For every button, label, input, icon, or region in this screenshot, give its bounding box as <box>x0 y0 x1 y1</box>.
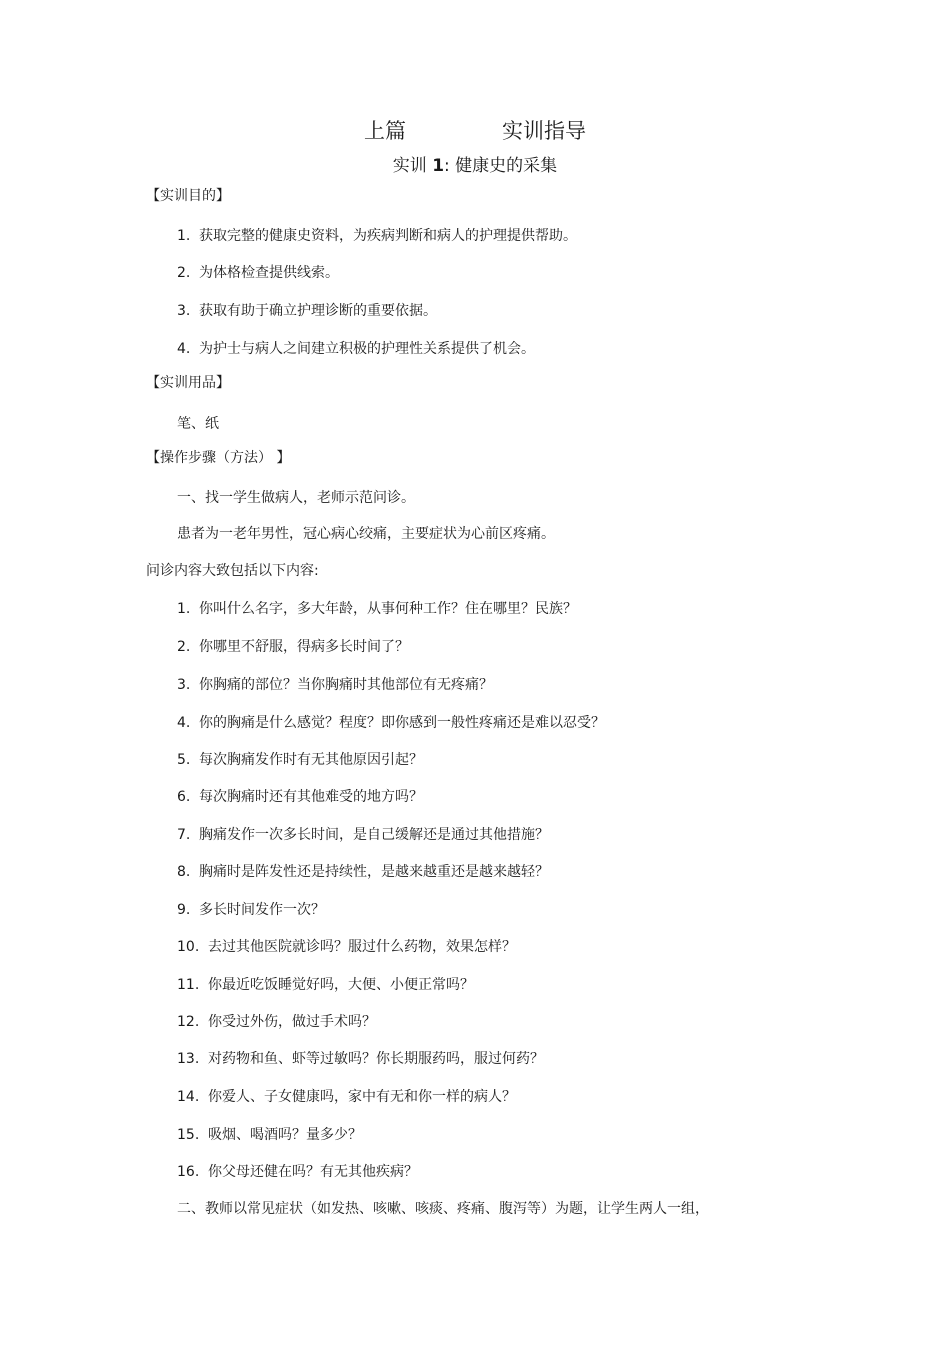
question-number: 4. <box>177 715 191 731</box>
question-item <box>177 788 423 806</box>
question-number: 10. <box>177 939 200 955</box>
question-item <box>177 1050 544 1068</box>
question-text: 胸痛发作一次多长时间，是自己缓解还是通过其他措施？ <box>199 827 549 843</box>
question-text: 你的胸痛是什么感觉？程度？即你感到一般性疼痛还是难以忍受？ <box>199 715 605 731</box>
question-text: 你父母还健在吗？有无其他疾病？ <box>208 1164 418 1180</box>
question-text: 胸痛时是阵发性还是持续性，是越来越重还是越来越轻？ <box>199 864 549 880</box>
question-number: 14. <box>177 1089 200 1105</box>
question-text: 你受过外伤，做过手术吗？ <box>208 1014 376 1030</box>
purpose-item-text: 为体格检查提供线索。 <box>199 265 339 281</box>
lesson-prefix: 实训 <box>392 156 427 176</box>
question-text: 你胸痛的部位？当你胸痛时其他部位有无疼痛？ <box>199 677 493 693</box>
purpose-heading: 【实训目的】 <box>146 188 230 204</box>
supplies-text: 笔、纸 <box>177 416 219 432</box>
question-text: 每次胸痛时还有其他难受的地方吗？ <box>199 789 423 805</box>
question-item <box>177 751 423 769</box>
question-item <box>177 938 516 956</box>
inquiry-intro: 问诊内容大致包括以下内容: <box>146 563 319 579</box>
question-number: 15. <box>177 1127 200 1143</box>
purpose-item-text: 为护士与病人之间建立积极的护理性关系提供了机会。 <box>199 341 535 357</box>
question-item <box>177 976 474 994</box>
question-number: 16. <box>177 1164 200 1180</box>
question-number: 6. <box>177 789 191 805</box>
question-number: 13. <box>177 1051 200 1067</box>
question-item <box>177 826 549 844</box>
purpose-item-number: 1. <box>177 228 191 244</box>
question-number: 11. <box>177 977 200 993</box>
question-number: 3. <box>177 677 191 693</box>
purpose-item <box>177 264 339 282</box>
purpose-item-text: 获取有助于确立护理诊断的重要依据。 <box>199 303 437 319</box>
question-number: 2. <box>177 639 191 655</box>
title-name: 实训指导 <box>502 119 586 143</box>
question-item <box>177 1013 376 1031</box>
purpose-item-number: 3. <box>177 303 191 319</box>
question-number: 1. <box>177 601 191 617</box>
question-item <box>177 638 409 656</box>
question-number: 8. <box>177 864 191 880</box>
purpose-item <box>177 227 577 245</box>
question-number: 7. <box>177 827 191 843</box>
question-text: 你最近吃饭睡觉好吗，大便、小便正常吗？ <box>208 977 474 993</box>
purpose-item <box>177 340 535 358</box>
question-text: 多长时间发作一次？ <box>199 902 325 918</box>
question-text: 你爱人、子女健康吗，家中有无和你一样的病人？ <box>208 1089 516 1105</box>
step1-case: 患者为一老年男性，冠心病心绞痛，主要症状为心前区疼痛。 <box>177 526 555 542</box>
page-title <box>0 118 950 144</box>
question-item <box>177 901 325 919</box>
supplies-heading: 【实训用品】 <box>146 375 230 391</box>
question-number: 5. <box>177 752 191 768</box>
question-item <box>177 714 605 732</box>
purpose-item <box>177 302 437 320</box>
lesson-suffix: : 健康史的采集 <box>444 156 558 176</box>
question-text: 你哪里不舒服，得病多长时间了？ <box>199 639 409 655</box>
purpose-item-text: 获取完整的健康史资料，为疾病判断和病人的护理提供帮助。 <box>199 228 577 244</box>
question-text: 你叫什么名字，多大年龄，从事何种工作？住在哪里？民族？ <box>199 601 577 617</box>
question-number: 9. <box>177 902 191 918</box>
question-text: 去过其他医院就诊吗？服过什么药物，效果怎样？ <box>208 939 516 955</box>
step2-text: 二、教师以常见症状（如发热、咳嗽、咳痰、疼痛、腹泻等）为题，让学生两人一组， <box>177 1201 709 1217</box>
question-item <box>177 600 577 618</box>
lesson-number: 1 <box>432 156 445 176</box>
question-text: 吸烟、喝酒吗？量多少？ <box>208 1127 362 1143</box>
question-item <box>177 863 549 881</box>
question-item <box>177 1163 418 1181</box>
steps-heading: 【操作步骤（方法） 】 <box>146 450 291 466</box>
question-item <box>177 1126 362 1144</box>
question-text: 对药物和鱼、虾等过敏吗？你长期服药吗，服过何药？ <box>208 1051 544 1067</box>
question-text: 每次胸痛发作时有无其他原因引起？ <box>199 752 423 768</box>
purpose-item-number: 2. <box>177 265 191 281</box>
title-part: 上篇 <box>364 119 406 143</box>
question-number: 12. <box>177 1014 200 1030</box>
step1-title: 一、找一学生做病人，老师示范问诊。 <box>177 490 415 506</box>
purpose-item-number: 4. <box>177 341 191 357</box>
question-item <box>177 676 493 694</box>
lesson-title <box>0 155 950 177</box>
question-item <box>177 1088 516 1106</box>
